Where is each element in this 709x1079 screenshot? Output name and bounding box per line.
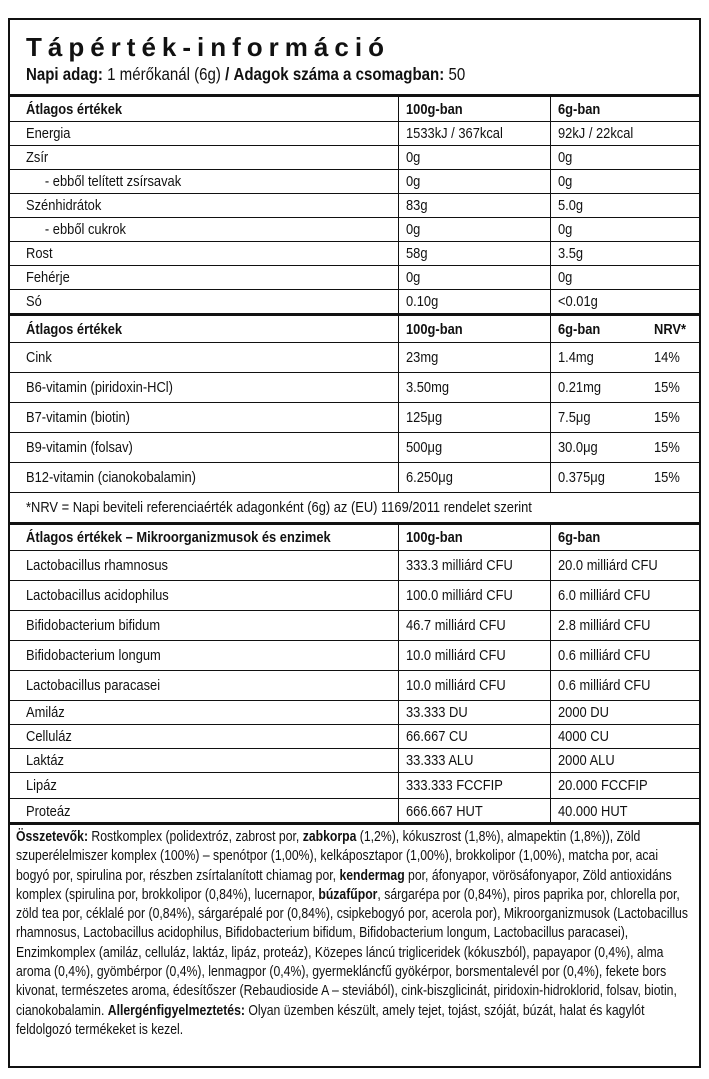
table-cell: 15%	[654, 469, 680, 486]
table3-row	[10, 670, 699, 700]
table2-header-row	[10, 316, 699, 342]
table-cell: 0.10g	[398, 290, 444, 313]
table-cell: 4000 CU	[550, 725, 617, 748]
table-cell: Só	[26, 293, 42, 310]
table-cell: 666.667 HUT	[398, 799, 495, 823]
table-cell: - ebből telített zsírsavak	[44, 173, 182, 190]
table-cell: 46.7 milliárd CFU	[398, 611, 522, 640]
table-cell: 2.8 milliárd CFU	[550, 611, 666, 640]
table1-row	[10, 217, 699, 241]
table-cell: B7-vitamin (biotin)	[26, 409, 130, 426]
table-cell: 6.250μg	[398, 463, 461, 492]
serving-info	[26, 63, 465, 85]
nrv-footnote: *NRV = Napi beviteli referenciaérték adagonként (6g) az (EU) 1169/2011 rendelet szerint	[10, 492, 699, 522]
table-cell: Amiláz	[26, 704, 65, 721]
table-cell: 66.667 CU	[398, 725, 478, 748]
table-cell: Lactobacillus paracasei	[26, 677, 161, 694]
table-cell: Lactobacillus acidophilus	[26, 587, 169, 604]
table-cell: 0.21mg	[550, 373, 608, 402]
table2-row	[10, 372, 699, 402]
table-cell: B6-vitamin (piridoxin-HCl)	[26, 379, 173, 396]
table-cell: 6g-ban	[550, 316, 607, 342]
table-cell: 0g	[550, 170, 575, 193]
table3-row	[10, 772, 699, 798]
table-cell: 15%	[654, 379, 680, 396]
table1-header-name: Átlagos értékek	[26, 100, 123, 118]
table-cell: 6g-ban	[550, 525, 607, 550]
table-cell: 0g	[550, 218, 575, 241]
label-header	[10, 20, 699, 96]
table-cell: 3.50mg	[398, 373, 456, 402]
allergen-warning-label: Allergénfigyelmeztetés:	[107, 1002, 245, 1019]
table-cell: Proteáz	[26, 802, 71, 820]
table2-row	[10, 462, 699, 492]
table3-row	[10, 724, 699, 748]
table-cell: Fehérje	[26, 269, 70, 286]
table-cell: 0g	[550, 266, 575, 289]
table-cell: Zsír	[26, 149, 49, 166]
table-cell: 23mg	[398, 343, 444, 372]
table-cell: B9-vitamin (folsav)	[26, 439, 133, 456]
table3-row	[10, 748, 699, 772]
table-cell: 2000 DU	[550, 701, 617, 724]
table1-row	[10, 121, 699, 145]
table-cell: 83g	[398, 194, 431, 217]
table3-header-row	[10, 525, 699, 550]
table-cell: Energia	[26, 125, 71, 142]
table3-row	[10, 700, 699, 724]
table-cell: 0g	[550, 146, 575, 169]
table1-row	[10, 169, 699, 193]
table2-row	[10, 342, 699, 372]
table-cell: 0.6 milliárd CFU	[550, 671, 666, 700]
table-cell: 3.5g	[550, 242, 587, 265]
table-cell: 0g	[398, 266, 423, 289]
table-cell: Bifidobacterium longum	[26, 647, 161, 664]
table-cell: 0g	[398, 170, 423, 193]
table-cell: 20.000 FCCFIP	[550, 773, 662, 798]
label-title: Tápérték-információ	[26, 32, 390, 62]
thick-divider	[10, 822, 699, 825]
table-cell: 10.0 milliárd CFU	[398, 641, 522, 670]
table-cell: Szénhidrátok	[26, 197, 102, 214]
table2-row	[10, 432, 699, 462]
table-cell: 100g-ban	[398, 525, 472, 550]
table-cell: Celluláz	[26, 728, 72, 745]
table-cell: Lipáz	[26, 777, 57, 794]
table-cell: Átlagos értékek – Mikroorganizmusok és enzimek	[26, 529, 331, 546]
table-cell: 1.4mg	[550, 343, 600, 372]
allergen-warning-text: Olyan üzemben készült, amely tejet, tojást, szóját, búzát, halat és kagylót feldolgozó termékeket is kezel.	[16, 1002, 645, 1038]
table-cell: 0.6 milliárd CFU	[550, 641, 666, 670]
table-cell: 33.333 ALU	[398, 749, 484, 772]
ingredients-text: Összetevők: Rostkomplex (polidextróz, zabrost por, zabkorpa (1,2%), kókuszrost (1,8%), almapektin (1,8%)), Zöld szuperélelmiszer komplex (100%) – spenótpor (1,00%), kelkáposztapor (1,00%), brokkolipor (1,00%), matcha por, acai bogyó por, spirulina por, részben zsírtalanított chiamag por, kendermag por, áfonyapor, vörösáfonyapor, Zöld antioxidáns komplex (spirulina por, brokkolipor (0,84%), lucernapor, búzafűpor, sárgarépa por (0,84%), piros paprika por, chlorella por, zöld tea por, céklalé por (0,84%), sárgarépalé por (0,84%), csipkebogyó por, acerola por), Mikroorganizmusok (Lactobacillus rhamnosus, Lactobacillus acidophilus, Bifidobacterium bifidum, Bifidobacterium longum, Lactobacillus paracasei), Enzimkomplex (amiláz, celluláz, laktáz, lipáz, proteáz), Közepes láncú trigliceridek (kókuszból), papayapor (0,4%), alma aroma (0,4%), gyömbérpor (0,4%), lenmagpor (0,4%), gyermekláncfű gyökérpor, borsmentalevél por (0,4%), fekete bors kivonat, természetes aroma, édesítőszer (Rebaudioside A – steviából), cink-biszglicinát, piridoxin-hidroklorid, folsav, biotin, cianokobalamin. Allergénfigyelmeztetés: Olyan üzemben készült, amely tejet, tojást, szóját, búzát, halat és kagylót feldolgozó termékeket is kezel.	[16, 829, 688, 1038]
table1-row	[10, 193, 699, 217]
table1-row	[10, 145, 699, 169]
table-cell: 2000 ALU	[550, 749, 624, 772]
table-cell: 33.333 DU	[398, 701, 478, 724]
allergen-highlight: zabkorpa	[302, 829, 357, 845]
table-cell: 125μg	[398, 403, 448, 432]
table3-row	[10, 580, 699, 610]
allergen-highlight: kendermag	[339, 867, 405, 884]
table-cell: 5.0g	[550, 194, 587, 217]
table-cell: <0.01g	[550, 290, 604, 313]
table-cell: 333.333 FCCFIP	[398, 773, 519, 798]
table-cell: 15%	[654, 439, 680, 456]
table1-row	[10, 265, 699, 289]
table-cell: 15%	[654, 409, 680, 426]
table1-header-100g: 100g-ban	[398, 97, 472, 121]
table-cell: 0.375μg	[550, 463, 613, 492]
table1-header-6g: 6g-ban	[550, 97, 607, 121]
table-cell: 500μg	[398, 433, 448, 462]
table-cell: - ebből cukrok	[44, 221, 126, 238]
servings-value: 50	[448, 64, 466, 84]
table-cell: Rost	[26, 245, 53, 262]
table1-row	[10, 289, 699, 313]
table-cell: Lactobacillus rhamnosus	[26, 557, 168, 574]
table3-row	[10, 798, 699, 823]
table-cell: 0g	[398, 146, 423, 169]
table1-row	[10, 241, 699, 265]
table3-row	[10, 550, 699, 580]
table-cell: 1533kJ / 367kcal	[398, 122, 519, 145]
table-cell: Átlagos értékek	[26, 320, 123, 338]
serving-value: 1 mérőkanál (6g)	[107, 64, 221, 84]
servings-label: Adagok száma a csomagban:	[233, 64, 445, 84]
table-cell: Cink	[26, 349, 52, 366]
table-cell: 7.5μg	[550, 403, 596, 432]
table-cell: 333.3 milliárd CFU	[398, 551, 530, 580]
serving-label: Napi adag:	[26, 64, 103, 84]
allergen-highlight: búzafűpor	[318, 886, 378, 903]
table-cell: 6.0 milliárd CFU	[550, 581, 666, 610]
table-cell: Laktáz	[26, 752, 65, 769]
table-cell: 58g	[398, 242, 431, 265]
table-cell: 20.0 milliárd CFU	[550, 551, 674, 580]
table-cell: 100g-ban	[398, 316, 472, 342]
table-cell: B12-vitamin (cianokobalamin)	[26, 469, 196, 486]
ingredients-label: Összetevők:	[16, 829, 89, 845]
table-cell: 0g	[398, 218, 423, 241]
table2-row	[10, 402, 699, 432]
table-cell: 30.0μg	[550, 433, 604, 462]
table-cell: 40.000 HUT	[550, 799, 639, 823]
table-cell: Bifidobacterium bifidum	[26, 617, 161, 634]
table-cell: NRV*	[654, 320, 687, 338]
serving-separator: /	[225, 64, 230, 84]
table1-header-row	[10, 97, 699, 121]
nutrition-label	[8, 18, 701, 1068]
table3-row	[10, 610, 699, 640]
table-cell: 14%	[654, 349, 680, 366]
table3-row	[10, 640, 699, 670]
table-cell: 10.0 milliárd CFU	[398, 671, 522, 700]
table-cell: 92kJ / 22kcal	[550, 122, 646, 145]
table-cell: 100.0 milliárd CFU	[398, 581, 530, 610]
